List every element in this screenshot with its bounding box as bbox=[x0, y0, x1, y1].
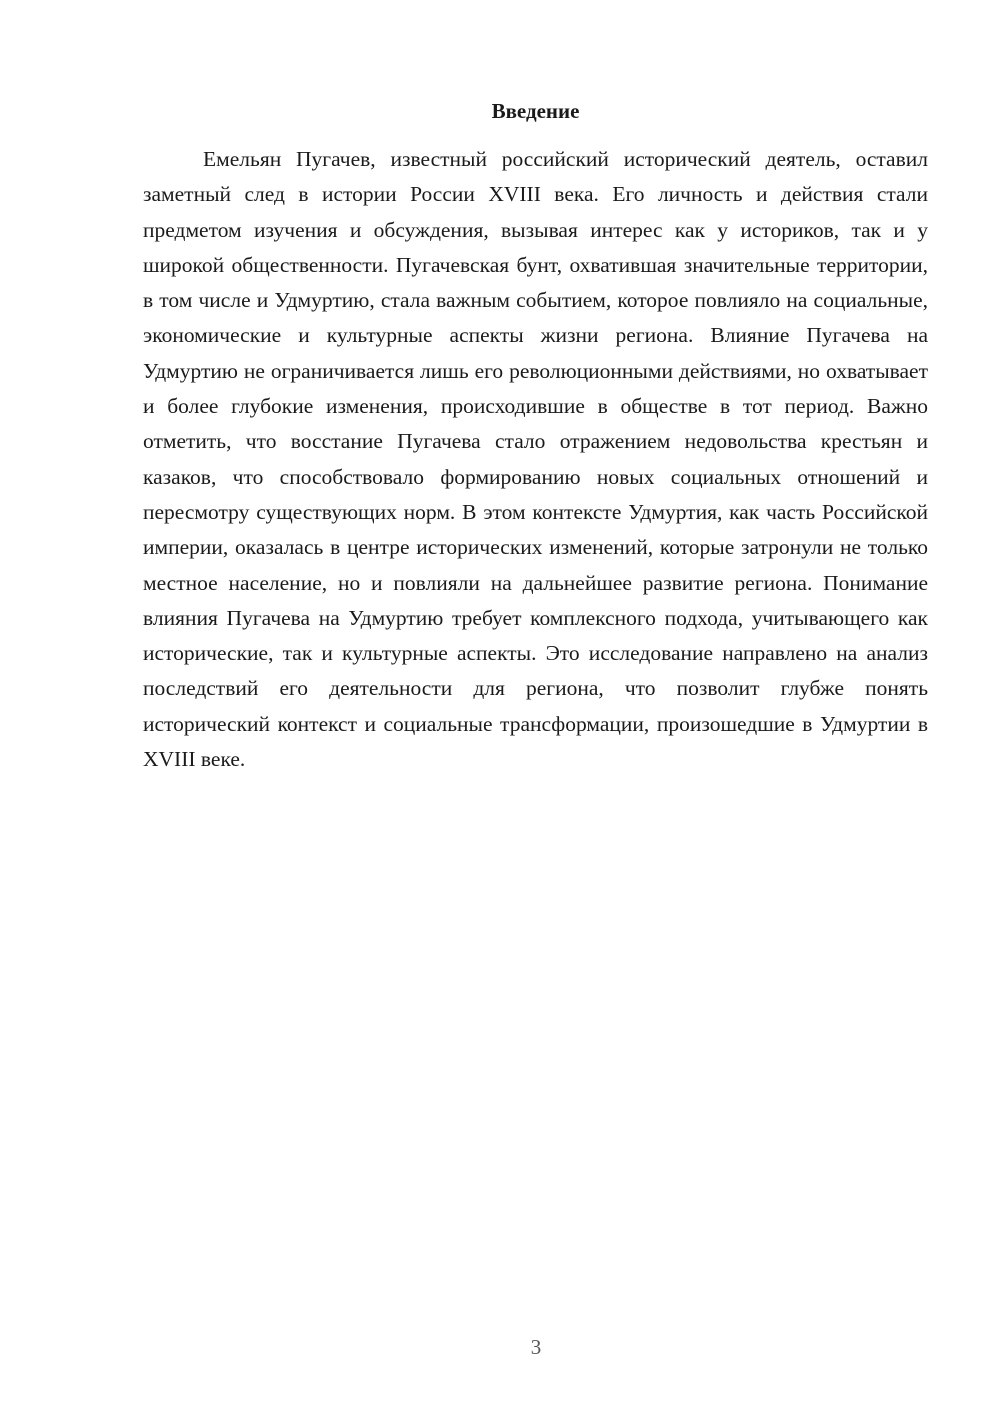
page-number: 3 bbox=[530, 1335, 542, 1359]
section-title: Введение bbox=[491, 99, 580, 123]
body-paragraph: Емельян Пугачев, известный российский исторический деятель, оставил заметный след в истории России XVIII века. Его личность и действия стали предметом изучения и обсуждения, вызывая интерес как у историков, так и у широкой общественности. Пугачевская бунт, охватившая значительные территории, в том числе и Удмуртию, стала важным событием, которое повлияло на социальные, экономические и культурные аспекты жизни региона. Влияние Пугачева на Удмуртию не ограничивается лишь его революционными действиями, но охватывает и более глубокие изменения, происходившие в обществе в тот период. Важно отметить, что восстание Пугачева стало отражением недовольства крестьян и казаков, что способствовало формированию новых социальных отношений и пересмотру существующих норм. В этом контексте Удмуртия, как часть Российской империи, оказалась в центре исторических изменений, которые затронули не только местное население, но и повлияли на дальнейшее развитие региона. Понимание влияния Пугачева на Удмуртию требует комплексного подхода, учитывающего как исторические, так и культурные аспекты. Это исследование направлено на анализ последствий его деятельности для региона, что позволит глубже понять исторический контекст и социальные трансформации, произошедшие в Удмуртии в XVIII веке. bbox=[143, 147, 928, 772]
